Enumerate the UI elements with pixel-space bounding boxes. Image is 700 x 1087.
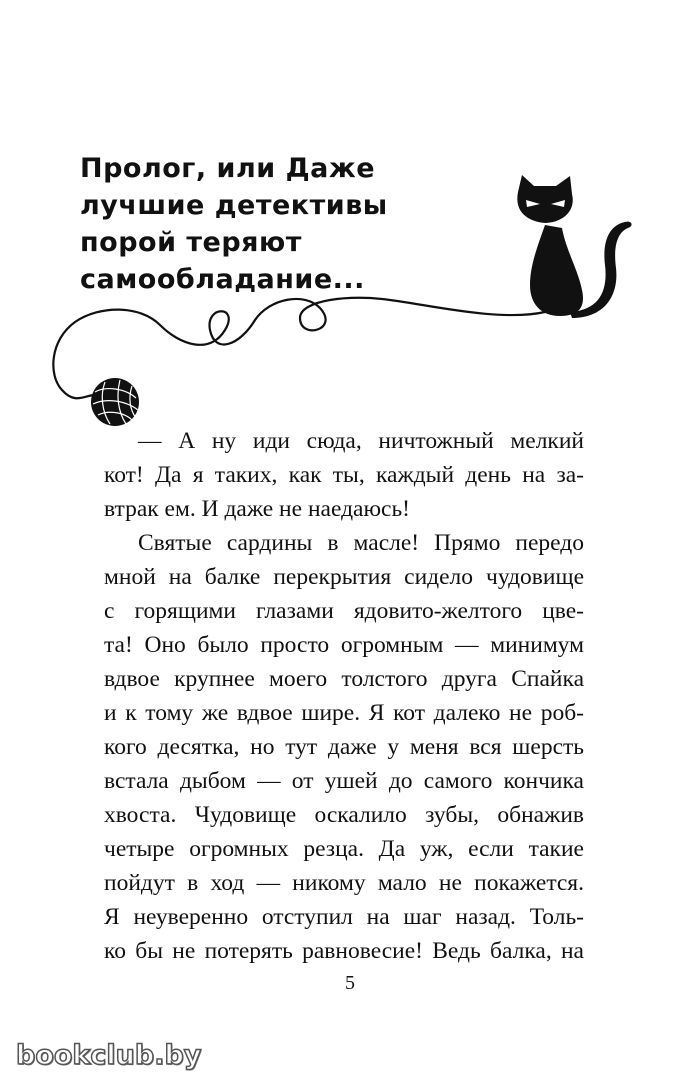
- watermark: bookclub.by: [16, 1040, 202, 1071]
- text-line: кот! Да я таких, как ты, каждый день на за-: [104, 462, 584, 488]
- text-line: вдвое крупнее моего толстого друга Спайка: [104, 666, 584, 692]
- heading-line: порой теряют: [80, 227, 302, 258]
- heading-line: самообладание...: [80, 264, 365, 295]
- text-line: кого десятка, но тут даже у меня вся шерсть: [104, 734, 584, 760]
- black-cat-icon: [500, 170, 640, 320]
- text-line: втрак ем. И даже не наедаюсь!: [104, 496, 410, 522]
- text-line: Святые сардины в масле! Прямо передо: [138, 530, 584, 556]
- text-line: встала дыбом — от ушей до самого кончика: [104, 768, 584, 794]
- yarn-ball: [91, 378, 139, 426]
- heading-line: лучшие детективы: [80, 190, 388, 221]
- text-line: четыре огромных резца. Да уж, если такие: [104, 836, 584, 862]
- text-line: ко бы не потерять равновесие! Ведь балка, на: [104, 938, 584, 964]
- heading-line: Пролог, или Даже: [80, 153, 376, 184]
- text-line: та! Оно было просто огромным — минимум: [104, 632, 584, 658]
- text-line: хвоста. Чудовище оскалило зубы, обнажив: [104, 802, 584, 828]
- text-line: и к тому же вдвое шире. Я кот далеко не роб-: [104, 700, 584, 726]
- body-text: [104, 424, 584, 968]
- text-line: Я неуверенно отступил на шаг назад. Толь-: [104, 904, 584, 930]
- text-line: с горящими глазами ядовито-желтого цве-: [104, 598, 584, 624]
- text-line: пойдут в ход — никому мало не покажется.: [104, 870, 584, 896]
- text-line: — А ну иди сюда, ничтожный мелкий: [138, 428, 584, 454]
- text-line: мной на балке перекрытия сидело чудовище: [104, 564, 584, 590]
- page-number: 5: [345, 972, 355, 994]
